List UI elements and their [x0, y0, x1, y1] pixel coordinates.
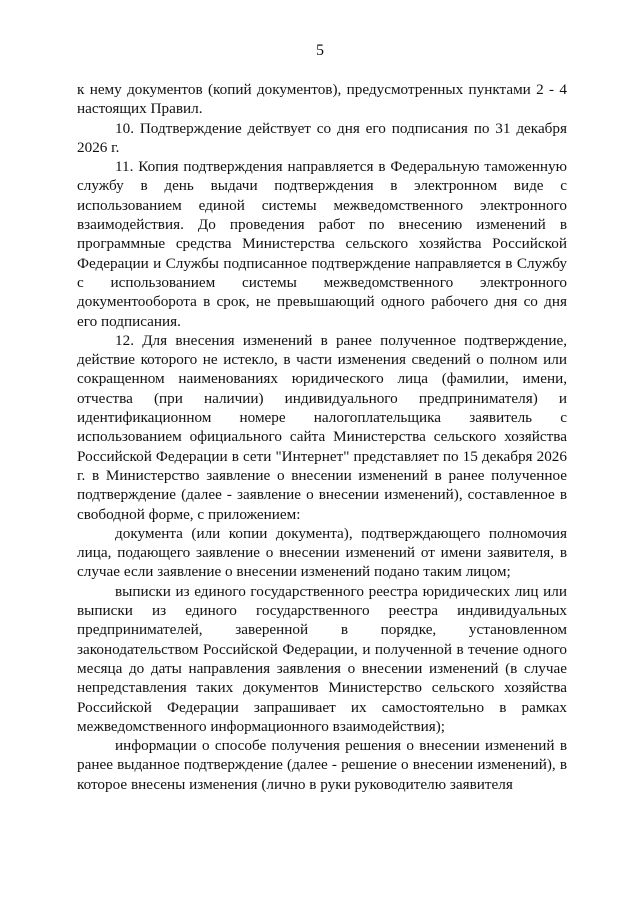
page-number: 5	[316, 42, 324, 59]
paragraph-12: 12. Для внесения изменений в ранее полученное подтверждение, действие которого не истекло, в части изменения сведений о полном или сокращенном наименованиях юридического лица (фамилии, имени, отчества (при наличии) индивидуального предпринимателя) и идентификационном номере налогоплательщика заявитель с использованием официального сайта Министерства сельского хозяйства Российской Федерации в сети "Интернет" представляет по 15 декабря 2026 г. в Министерство заявление о внесении изменений в ранее полученное подтверждение (далее - заявление о внесении изменений), составленное в свободной форме, с приложением:	[77, 331, 567, 523]
paragraph-continuation: к нему документов (копий документов), предусмотренных пунктами 2 - 4 настоящих Правил.	[77, 81, 567, 118]
document-body	[77, 80, 567, 794]
paragraph-attachment-registry: выписки из единого государственного реестра юридических лиц или выписки из единого государственного реестра индивидуальных предпринимателей, заверенной в порядке, установленном законодательством Российской Федерации, и полученной в течение одного месяца до даты направления заявления о внесении изменений (в случае непредставления таких документов Министерство сельского хозяйства Российской Федерации запрашивает их самостоятельно в рамках межведомственного информационного взаимодействия);	[77, 582, 567, 735]
paragraph-attachment-method: информации о способе получения решения о внесении изменений в ранее выданное подтверждение (далее - решение о внесении изменений), в которое внесены изменения (лично в руки руководителю заявителя	[77, 737, 567, 793]
paragraph-11: 11. Копия подтверждения направляется в Федеральную таможенную службу в день выдачи подтверждения в электронном виде с использованием единой системы межведомственного электронного взаимодействия. До проведения работ по внесению изменений в программные средства Министерства сельского хозяйства Российской Федерации и Службы подписанное подтверждение направляется в Службу с использованием системы межведомственного электронного документооборота в срок, не превышающий одного рабочего дня со дня его подписания.	[77, 158, 567, 330]
paragraph-attachment-authority: документа (или копии документа), подтверждающего полномочия лица, подающего заявление о внесении изменений от имени заявителя, в случае если заявление о внесении изменений подано таким лицом;	[77, 524, 567, 581]
paragraph-10: 10. Подтверждение действует со дня его подписания по 31 декабря 2026 г.	[77, 119, 567, 156]
